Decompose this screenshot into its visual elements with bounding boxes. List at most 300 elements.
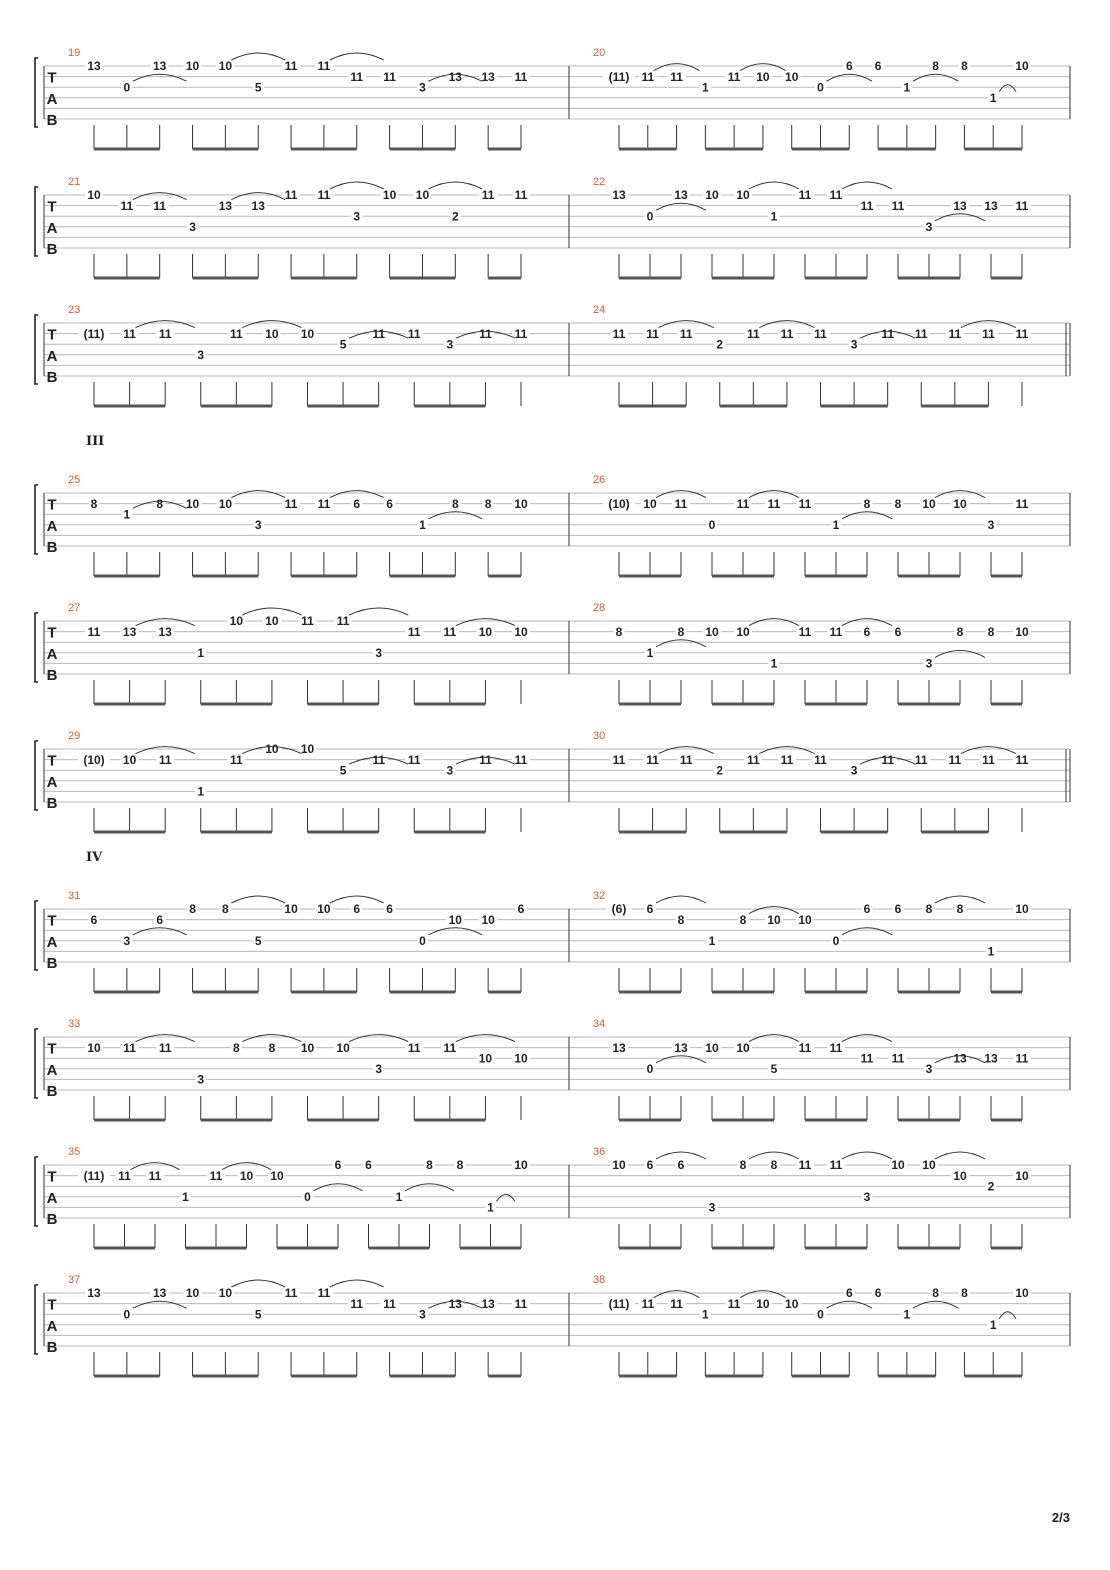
slur-arc bbox=[231, 1280, 285, 1287]
tab-system bbox=[35, 304, 1070, 406]
fret-number: 13 bbox=[612, 1040, 626, 1055]
fret-number: 11 bbox=[372, 326, 386, 341]
fret-number: 11 bbox=[120, 198, 134, 213]
fret-number: 5 bbox=[254, 80, 262, 95]
fret-number: 1 bbox=[123, 507, 131, 522]
fret-number: 11 bbox=[1015, 496, 1029, 511]
slur-arc bbox=[428, 512, 482, 519]
fret-number: 13 bbox=[87, 59, 101, 74]
fret-number: 10 bbox=[798, 912, 812, 927]
slur-arc bbox=[842, 1152, 892, 1159]
fret-number: 3 bbox=[925, 1061, 933, 1076]
fret-number: 11 bbox=[982, 326, 995, 341]
fret-number: 8 bbox=[894, 496, 902, 511]
fret-number: 6 bbox=[386, 902, 393, 917]
tab-clef-letter: A bbox=[46, 517, 58, 535]
slur-arc bbox=[428, 182, 482, 189]
tab-clef-letter: B bbox=[46, 794, 58, 812]
fret-number: 6 bbox=[334, 1158, 342, 1173]
tab-clef-letter: A bbox=[46, 645, 58, 663]
system-bracket bbox=[35, 901, 38, 970]
tab-clef-letter: B bbox=[46, 666, 58, 684]
fret-number: 3 bbox=[353, 209, 361, 224]
fret-number: 11 bbox=[646, 752, 659, 767]
slur-arc bbox=[231, 53, 285, 60]
fret-number: 1 bbox=[197, 645, 205, 660]
fret-number: 6 bbox=[365, 1158, 372, 1173]
slur-arc bbox=[456, 1035, 515, 1042]
fret-number: 3 bbox=[925, 656, 933, 671]
fret-number: 8 bbox=[863, 496, 871, 511]
fret-number: 11 bbox=[641, 1296, 655, 1311]
fret-number: 11 bbox=[479, 326, 492, 341]
fret-number: 6 bbox=[517, 902, 525, 917]
fret-number: 10 bbox=[736, 188, 750, 203]
fret-number: 8 bbox=[925, 902, 933, 917]
fret-number: 11 bbox=[829, 188, 843, 203]
slur-arc bbox=[231, 491, 285, 498]
fret-number: 8 bbox=[770, 1158, 778, 1173]
fret-number: 6 bbox=[386, 496, 393, 511]
fret-number: 13 bbox=[153, 59, 167, 74]
tab-clef-letter: T bbox=[47, 198, 57, 216]
fret-number: 11 bbox=[860, 198, 874, 213]
fret-number: 11 bbox=[670, 69, 683, 84]
fret-number: 10 bbox=[122, 752, 137, 767]
fret-number: 8 bbox=[484, 496, 492, 511]
tab-clef-letter: B bbox=[46, 954, 58, 972]
fret-number: 10 bbox=[270, 1168, 284, 1183]
measure-number: 23 bbox=[68, 304, 81, 316]
tab-clef-letter: T bbox=[47, 624, 57, 642]
measure-number: 32 bbox=[593, 890, 606, 902]
fret-number: 8 bbox=[90, 496, 98, 511]
fret-number: 0 bbox=[123, 80, 131, 95]
system-bracket bbox=[35, 187, 38, 256]
fret-number: 5 bbox=[254, 933, 262, 948]
fret-number: 6 bbox=[845, 1286, 853, 1301]
fret-number: 13 bbox=[674, 188, 688, 203]
fret-number: 6 bbox=[874, 1286, 882, 1301]
fret-number: 11 bbox=[798, 496, 812, 511]
slur-arc bbox=[935, 214, 985, 221]
slur-arc bbox=[133, 1301, 187, 1308]
fret-number: 8 bbox=[932, 59, 939, 74]
fret-number: 8 bbox=[739, 1158, 747, 1173]
fret-number: 0 bbox=[817, 80, 824, 95]
fret-number: 11 bbox=[891, 198, 905, 213]
fret-number: 8 bbox=[956, 624, 964, 639]
fret-number: 10 bbox=[922, 1158, 936, 1173]
slur-arc bbox=[913, 1301, 959, 1308]
fret-number: 11 bbox=[407, 624, 421, 639]
fret-number: 11 bbox=[479, 752, 492, 767]
fret-number: 1 bbox=[708, 933, 716, 948]
fret-number: 11 bbox=[372, 752, 386, 767]
tab-system bbox=[35, 850, 1070, 992]
fret-number: 2 bbox=[716, 763, 724, 778]
fret-number: 11 bbox=[317, 1286, 331, 1301]
fret-number: 1 bbox=[197, 784, 205, 799]
fret-number: 11 bbox=[158, 1040, 172, 1055]
fret-number: 11 bbox=[383, 69, 396, 84]
fret-number: 11 bbox=[383, 1296, 396, 1311]
tab-system bbox=[35, 1146, 1070, 1248]
measure-number: 36 bbox=[593, 1146, 606, 1158]
measure-number: 37 bbox=[68, 1274, 81, 1286]
tab-clef-letter: T bbox=[47, 912, 57, 930]
fret-number: 10 bbox=[300, 1040, 315, 1055]
fret-number: 8 bbox=[268, 1040, 276, 1055]
fret-number: 1 bbox=[487, 1200, 494, 1215]
fret-number: 1 bbox=[987, 944, 995, 959]
fret-number: 11 bbox=[727, 69, 741, 84]
fret-number: 11 bbox=[514, 752, 528, 767]
slur-arc bbox=[935, 650, 985, 657]
fret-number: 6 bbox=[863, 624, 871, 639]
fret-number: 3 bbox=[419, 1307, 426, 1322]
fret-number: 10 bbox=[317, 902, 331, 917]
fret-number: 11 bbox=[514, 188, 528, 203]
tab-system bbox=[35, 176, 1070, 278]
fret-number: 11 bbox=[317, 188, 331, 203]
fret-number: 10 bbox=[218, 1286, 233, 1301]
fret-number: 0 bbox=[708, 517, 716, 532]
fret-number: 10 bbox=[514, 1158, 528, 1173]
fret-number: 11 bbox=[209, 1168, 223, 1183]
system-bracket bbox=[35, 58, 38, 127]
slur-arc bbox=[749, 1035, 799, 1042]
fret-number: 13 bbox=[953, 1051, 967, 1066]
fret-number: 11 bbox=[679, 326, 693, 341]
fret-number: 10 bbox=[284, 902, 298, 917]
fret-number: 13 bbox=[122, 624, 137, 639]
fret-number: 10 bbox=[300, 326, 315, 341]
fret-number: 11 bbox=[746, 326, 760, 341]
fret-number: 1 bbox=[646, 645, 654, 660]
system-bracket bbox=[35, 613, 38, 682]
fret-number: 11 bbox=[514, 326, 528, 341]
fret-number: 11 bbox=[612, 326, 626, 341]
fret-number: 13 bbox=[481, 1296, 495, 1311]
fret-number: 3 bbox=[925, 219, 933, 234]
fret-number: 6 bbox=[646, 902, 654, 917]
measure-number: 19 bbox=[68, 47, 81, 59]
fret-number: 10 bbox=[185, 496, 200, 511]
measure-number: 28 bbox=[593, 602, 606, 614]
fret-number: 8 bbox=[451, 496, 459, 511]
fret-number: 3 bbox=[446, 337, 454, 352]
fret-number: 11 bbox=[118, 1168, 131, 1183]
tab-clef-letter: T bbox=[47, 1168, 57, 1186]
system-bracket bbox=[35, 741, 38, 810]
fret-number: 3 bbox=[123, 933, 131, 948]
slur-arc bbox=[656, 1056, 706, 1063]
fret-number: 10 bbox=[300, 742, 315, 757]
fret-number: 13 bbox=[251, 198, 265, 213]
fret-number: 6 bbox=[90, 912, 98, 927]
fret-number: 3 bbox=[375, 1061, 383, 1076]
fret-number: 3 bbox=[850, 337, 858, 352]
measure-number: 29 bbox=[68, 730, 81, 742]
fret-number: 10 bbox=[785, 69, 799, 84]
fret-number: 11 bbox=[736, 496, 750, 511]
fret-number: 11 bbox=[914, 752, 928, 767]
fret-number: 10 bbox=[705, 1040, 719, 1055]
fret-number: 11 bbox=[798, 188, 812, 203]
fret-number: 10 bbox=[265, 614, 279, 629]
fret-number: 10 bbox=[481, 912, 495, 927]
fret-number: 10 bbox=[185, 59, 200, 74]
fret-number: 11 bbox=[87, 624, 101, 639]
fret-number: 5 bbox=[339, 337, 347, 352]
fret-number: 11 bbox=[350, 1296, 364, 1311]
tab-clef-letter: T bbox=[47, 1040, 57, 1058]
slur-arc bbox=[913, 74, 959, 81]
measure-number: 20 bbox=[593, 47, 606, 59]
tab-clef-letter: A bbox=[46, 773, 58, 791]
fret-number: 11 bbox=[301, 614, 314, 629]
fret-number: 11 bbox=[407, 326, 421, 341]
tab-clef-letter: A bbox=[46, 933, 58, 951]
fret-number: 11 bbox=[612, 752, 626, 767]
fret-number: 11 bbox=[674, 496, 688, 511]
slur-arc bbox=[133, 74, 187, 81]
measure-number: 35 bbox=[68, 1146, 81, 1158]
fret-number: 11 bbox=[780, 752, 794, 767]
tab-clef-letter: T bbox=[47, 326, 57, 344]
fret-number: 0 bbox=[646, 209, 654, 224]
slur-arc bbox=[656, 203, 706, 210]
section-marker: IV bbox=[86, 850, 103, 865]
fret-number: 10 bbox=[382, 188, 397, 203]
system-bracket bbox=[35, 1285, 38, 1354]
tab-system bbox=[35, 730, 1070, 832]
fret-number: 11 bbox=[881, 752, 895, 767]
slur-arc bbox=[349, 608, 408, 615]
fret-number: 8 bbox=[456, 1158, 464, 1173]
fret-number: 3 bbox=[254, 517, 262, 532]
fret-number: 10 bbox=[87, 188, 101, 203]
fret-number: 13 bbox=[153, 1286, 167, 1301]
fret-number: 10 bbox=[229, 614, 244, 629]
fret-number: 10 bbox=[891, 1158, 905, 1173]
slur-arc bbox=[935, 1152, 985, 1159]
tab-clef-letter: B bbox=[46, 1338, 58, 1356]
fret-number: 1 bbox=[903, 80, 911, 95]
fret-number: 6 bbox=[845, 59, 853, 74]
slur-arc bbox=[133, 928, 187, 935]
slur-arc bbox=[842, 182, 892, 189]
fret-number: 8 bbox=[961, 59, 968, 74]
tab-clef-letter: B bbox=[46, 1082, 58, 1100]
fret-number: 1 bbox=[832, 517, 840, 532]
fret-number: 5 bbox=[770, 1061, 778, 1076]
fret-number: 0 bbox=[832, 933, 840, 948]
fret-number: 6 bbox=[894, 902, 902, 917]
fret-number: 11 bbox=[350, 69, 364, 84]
tab-clef-letter: A bbox=[46, 1189, 58, 1207]
fret-number: 10 bbox=[767, 912, 781, 927]
fret-number: 0 bbox=[646, 1061, 654, 1076]
fret-number: 11 bbox=[514, 1296, 528, 1311]
fret-number: 6 bbox=[156, 912, 164, 927]
tab-clef-letter: T bbox=[47, 752, 57, 770]
fret-number: 6 bbox=[863, 902, 871, 917]
fret-number: 10 bbox=[265, 742, 279, 757]
fret-number: 11 bbox=[1015, 1051, 1029, 1066]
fret-number: 11 bbox=[284, 496, 298, 511]
fret-number: 10 bbox=[218, 59, 233, 74]
fret-number: 10 bbox=[922, 496, 936, 511]
fret-number: 10 bbox=[239, 1168, 254, 1183]
fret-number: 11 bbox=[158, 326, 172, 341]
fret-number: 10 bbox=[415, 188, 430, 203]
fret-number: 8 bbox=[426, 1158, 433, 1173]
fret-number: 11 bbox=[407, 752, 421, 767]
slur-arc bbox=[330, 53, 384, 60]
fret-number: 3 bbox=[197, 1072, 205, 1087]
fret-number: 11 bbox=[123, 326, 136, 341]
slur-arc bbox=[827, 1301, 873, 1308]
fret-number: 10 bbox=[705, 624, 719, 639]
slur-arc bbox=[656, 896, 706, 903]
fret-number: 11 bbox=[679, 752, 693, 767]
fret-number: (11) bbox=[83, 326, 105, 341]
measure-number: 38 bbox=[593, 1274, 606, 1286]
fret-number: 11 bbox=[767, 496, 781, 511]
measure-number: 33 bbox=[68, 1018, 81, 1030]
fret-number: 10 bbox=[953, 1168, 967, 1183]
slur-arc bbox=[842, 1035, 892, 1042]
measure-number: 31 bbox=[68, 890, 81, 902]
fret-number: 1 bbox=[903, 1307, 911, 1322]
fret-number: 10 bbox=[514, 624, 528, 639]
fret-number: 2 bbox=[716, 337, 724, 352]
fret-number: 11 bbox=[727, 1296, 741, 1311]
tab-clef-letter: A bbox=[46, 347, 58, 365]
fret-number: 6 bbox=[646, 1158, 654, 1173]
fret-number: 3 bbox=[863, 1189, 871, 1204]
measure-number: 34 bbox=[593, 1018, 606, 1030]
fret-number: 13 bbox=[87, 1286, 101, 1301]
fret-number: 13 bbox=[984, 1051, 998, 1066]
slur-arc bbox=[749, 619, 799, 626]
fret-number: (6) bbox=[611, 902, 627, 917]
fret-number: (10) bbox=[608, 496, 630, 511]
fret-number: 10 bbox=[478, 1051, 493, 1066]
fret-number: 8 bbox=[677, 624, 685, 639]
slur-arc bbox=[349, 1035, 408, 1042]
fret-number: 11 bbox=[646, 326, 659, 341]
fret-number: 3 bbox=[419, 80, 426, 95]
fret-number: 1 bbox=[702, 1307, 709, 1322]
fret-number: 11 bbox=[336, 614, 350, 629]
fret-number: 8 bbox=[932, 1286, 939, 1301]
tab-clef-letter: B bbox=[46, 1210, 58, 1228]
fret-number: 10 bbox=[785, 1296, 799, 1311]
fret-number: 13 bbox=[448, 69, 462, 84]
fret-number: 11 bbox=[1015, 752, 1029, 767]
fret-number: 6 bbox=[353, 496, 361, 511]
fret-number: 13 bbox=[448, 1296, 462, 1311]
fret-number: 11 bbox=[891, 1051, 905, 1066]
section-marker: III bbox=[86, 434, 105, 449]
fret-number: 11 bbox=[123, 1040, 136, 1055]
fret-number: 6 bbox=[874, 59, 882, 74]
fret-number: 11 bbox=[780, 326, 794, 341]
fret-number: 11 bbox=[860, 1051, 874, 1066]
fret-number: 10 bbox=[705, 188, 719, 203]
fret-number: 11 bbox=[670, 1296, 683, 1311]
tab-clef-letter: A bbox=[46, 90, 58, 108]
fret-number: 3 bbox=[446, 763, 454, 778]
fret-number: 8 bbox=[739, 912, 747, 927]
fret-number: 1 bbox=[989, 1317, 997, 1332]
system-bracket bbox=[35, 1157, 38, 1226]
fret-number: 11 bbox=[514, 69, 528, 84]
tab-system bbox=[35, 602, 1070, 704]
fret-number: 11 bbox=[1015, 198, 1029, 213]
fret-number: 0 bbox=[817, 1307, 824, 1322]
fret-number: 1 bbox=[182, 1189, 189, 1204]
fret-number: 11 bbox=[746, 752, 760, 767]
fret-number: 11 bbox=[641, 69, 655, 84]
tab-system bbox=[35, 1274, 1070, 1376]
fret-number: 11 bbox=[481, 188, 495, 203]
fret-number: 1 bbox=[989, 90, 997, 105]
fret-number: 10 bbox=[514, 1051, 528, 1066]
fret-number: 1 bbox=[395, 1189, 403, 1204]
fret-number: 10 bbox=[514, 496, 528, 511]
fret-number: 2 bbox=[451, 209, 459, 224]
fret-number: 6 bbox=[677, 1158, 685, 1173]
slur-arc bbox=[827, 74, 873, 81]
fret-number: 11 bbox=[284, 59, 298, 74]
fret-number: 11 bbox=[407, 1040, 421, 1055]
tab-clef-letter: B bbox=[46, 368, 58, 386]
slur-arc bbox=[314, 1184, 363, 1191]
fret-number: 11 bbox=[317, 59, 331, 74]
tab-clef-letter: B bbox=[46, 240, 58, 258]
fret-number: 11 bbox=[443, 1040, 457, 1055]
fret-number: 10 bbox=[1015, 1286, 1029, 1301]
tab-system bbox=[35, 434, 1070, 576]
tab-system bbox=[35, 47, 1070, 149]
fret-number: 11 bbox=[881, 326, 895, 341]
fret-number: 11 bbox=[829, 1158, 843, 1173]
fret-number: 11 bbox=[798, 1040, 812, 1055]
fret-number: 10 bbox=[185, 1286, 200, 1301]
fret-number: 6 bbox=[894, 624, 902, 639]
measure-number: 25 bbox=[68, 474, 81, 486]
slur-arc bbox=[749, 182, 799, 189]
fret-number: 8 bbox=[156, 496, 164, 511]
fret-number: 11 bbox=[229, 752, 243, 767]
fret-number: 10 bbox=[756, 1296, 770, 1311]
fret-number: 10 bbox=[218, 496, 233, 511]
fret-number: 1 bbox=[702, 80, 709, 95]
slur-arc bbox=[842, 928, 892, 935]
fret-number: 10 bbox=[756, 69, 770, 84]
fret-number: (11) bbox=[83, 1168, 105, 1183]
slur-arc bbox=[999, 85, 1016, 92]
fret-number: 0 bbox=[123, 1307, 131, 1322]
fret-number: 2 bbox=[987, 1179, 995, 1194]
fret-number: 13 bbox=[953, 198, 967, 213]
tab-clef-letter: B bbox=[46, 111, 58, 129]
tab-clef-letter: T bbox=[47, 1296, 57, 1314]
